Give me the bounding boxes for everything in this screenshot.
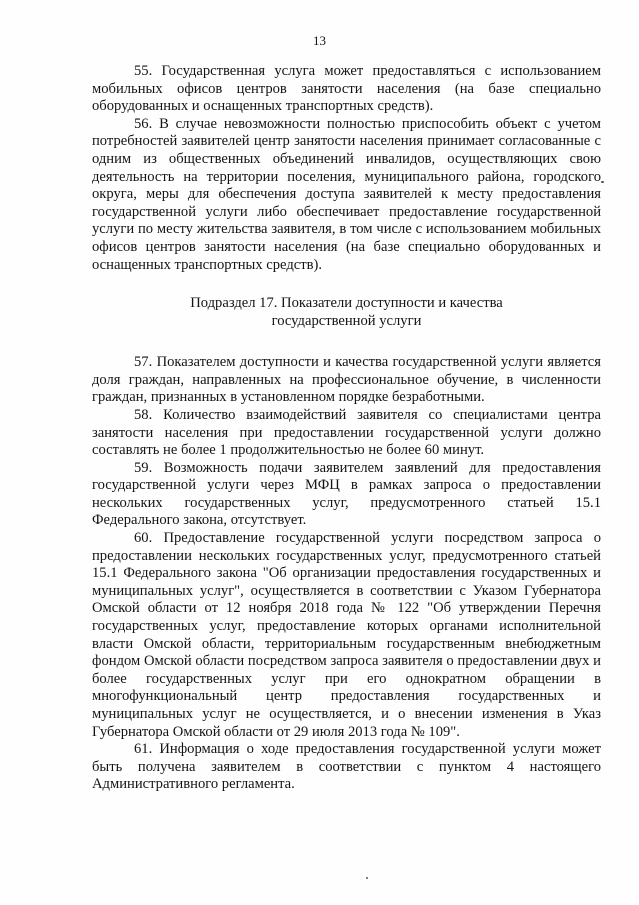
page-number: 13 <box>313 33 326 48</box>
paragraph-58: 58. Количество взаимодействий заявителя со специалистами центра занятости населения при предоставлении государственной услуги должно составлять не более 1 продолжительностью не более 60 минут. <box>92 406 601 459</box>
paragraph-61: 61. Информация о ходе предоставления государственной услуги может быть получена заявителем в соответствии с пунктом 4 настоящего Административного регламента. <box>92 741 601 793</box>
scan-speck <box>366 877 368 879</box>
paragraph-60: 60. Предоставление государственной услуги посредством запроса о предоставлении нескольких государственных услуг, предусмотренного статьей 15.1 Федерального закона "Об организации предоставления государственных и муниципальных услуг", осуществляется в соответствии с Указом Губернатора Омской области от 12 ноября 2018 года № 122 "Об утверждении Перечня государственных услуг, предоставление которых органами исполнительной власти Омской области, территориальным государственным внебюджетным фондом Омской области посредством запроса заявителя о предоставлении двух и более государственных услуг при его однократном обращении в многофункциональный центр предоставления государственных и муниципальных услуг не осуществляется, и о внесении изменения в Указ Губернатора Омской области от 29 июля 2013 года № 109". <box>92 530 601 740</box>
subsection-heading <box>92 294 601 330</box>
paragraph-55: 55. Государственная услуга может предоставляться с использованием мобильных офисов центров занятости населения (на базе специально оборудованных и оснащенных транспортных средств). <box>92 63 601 115</box>
paragraph-59: 59. Возможность подачи заявителем заявлений для предоставления государственной услуги через МФЦ в рамках запроса о предоставлении нескольких государственных услуг, предусмотренного статьей 15.1 Федерального закона, отсутствует. <box>92 459 601 529</box>
document-body <box>92 63 601 794</box>
scan-speck <box>601 181 604 183</box>
subsection-heading-line1: Подраздел 17. Показатели доступности и качества <box>190 295 503 312</box>
paragraph-57: 57. Показателем доступности и качества государственной услуги является доля граждан, направленных на профессиональное обучение, в численности граждан, признанных в установленном порядке безработными. <box>92 354 601 406</box>
paragraph-56: 56. В случае невозможности полностью приспособить объект с учетом потребностей заявителей центр занятости населения принимает согласованные с одним из общественных объединений инвалидов, осуществляющих свою деятельность на территории поселения, муниципального района, городского округа, меры для обеспечения доступа заявителей к месту предоставления государственной услуги либо обеспечивает предоставление государственной услуги по месту жительства заявителя, в том числе с использованием мобильных офисов центров занятости населения (на базе специально оборудованных и оснащенных транспортных средств). <box>92 115 601 273</box>
subsection-heading-line2: государственной услуги <box>271 313 422 330</box>
